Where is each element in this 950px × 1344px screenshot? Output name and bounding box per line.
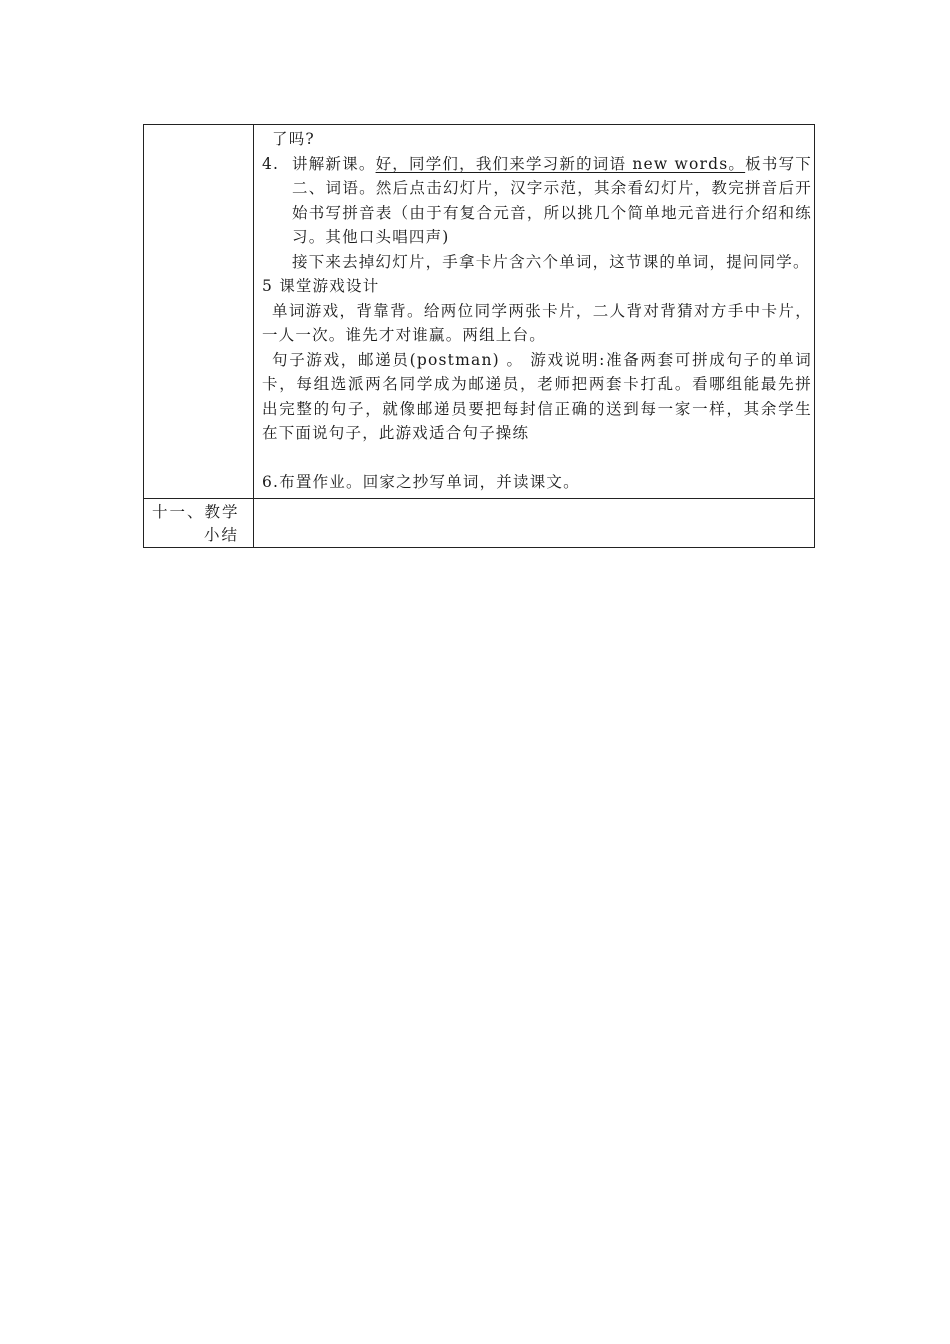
step-6-homework: 6.布置作业。回家之抄写单词，并读课文。 xyxy=(262,472,580,491)
summary-label-cell xyxy=(144,499,254,548)
step-4-number: 4. xyxy=(262,154,280,173)
blank-line xyxy=(262,446,812,470)
step-4-rest-line1: 板 xyxy=(745,154,762,173)
continued-line: 了吗? xyxy=(272,130,315,148)
summary-label-line1: 十一、教学 xyxy=(152,503,240,521)
step-4-intro: 讲解新课。 xyxy=(292,154,376,173)
step-4-body: 书写下二、词语。然后点击幻灯片，汉字示范，其余看幻灯片，教完拼音后开始书写拼音表（由于有复合元音，所以挑几个简单地元音进行介绍和练习。其他口头唱四声) xyxy=(292,154,812,246)
step-5-heading: 5 课堂游戏设计 xyxy=(262,277,380,295)
game-postman-first: 句子游戏，邮递员(postman) 。 游戏说明:准备两套可拼成句子的 xyxy=(272,350,779,369)
game-postman-rest: 单词卡，每组选派两名同学成为邮递员，老师把两套卡打乱。看哪组能最先拼出完整的句子，就像邮递员要把每封信正确的送到每一家一样，其余学生在下面说句子，此游戏适合句子操练 xyxy=(262,350,812,442)
step-4-underlined: 好，同学们，我们来学习新的词语 new words。 xyxy=(375,154,746,173)
step-4-followup: 接下来去掉幻灯片，手拿卡片含六个单词，这节课的单词，提问同学。 xyxy=(292,252,810,271)
game-postman xyxy=(262,348,812,446)
lesson-plan-table xyxy=(143,124,815,548)
row-label-cell xyxy=(144,125,254,499)
summary-content-cell xyxy=(254,499,815,548)
teaching-process-cell xyxy=(254,125,815,499)
game-word-back-to-back: 单词游戏，背靠背。给两位同学两张卡片，二人背对背猜对方手中卡片，一人一次。谁先才对谁赢。两组上台。 xyxy=(262,301,812,344)
table-row xyxy=(144,125,815,499)
step-4 xyxy=(262,152,812,250)
table-row xyxy=(144,499,815,548)
summary-label-line2: 小结 xyxy=(203,526,239,544)
